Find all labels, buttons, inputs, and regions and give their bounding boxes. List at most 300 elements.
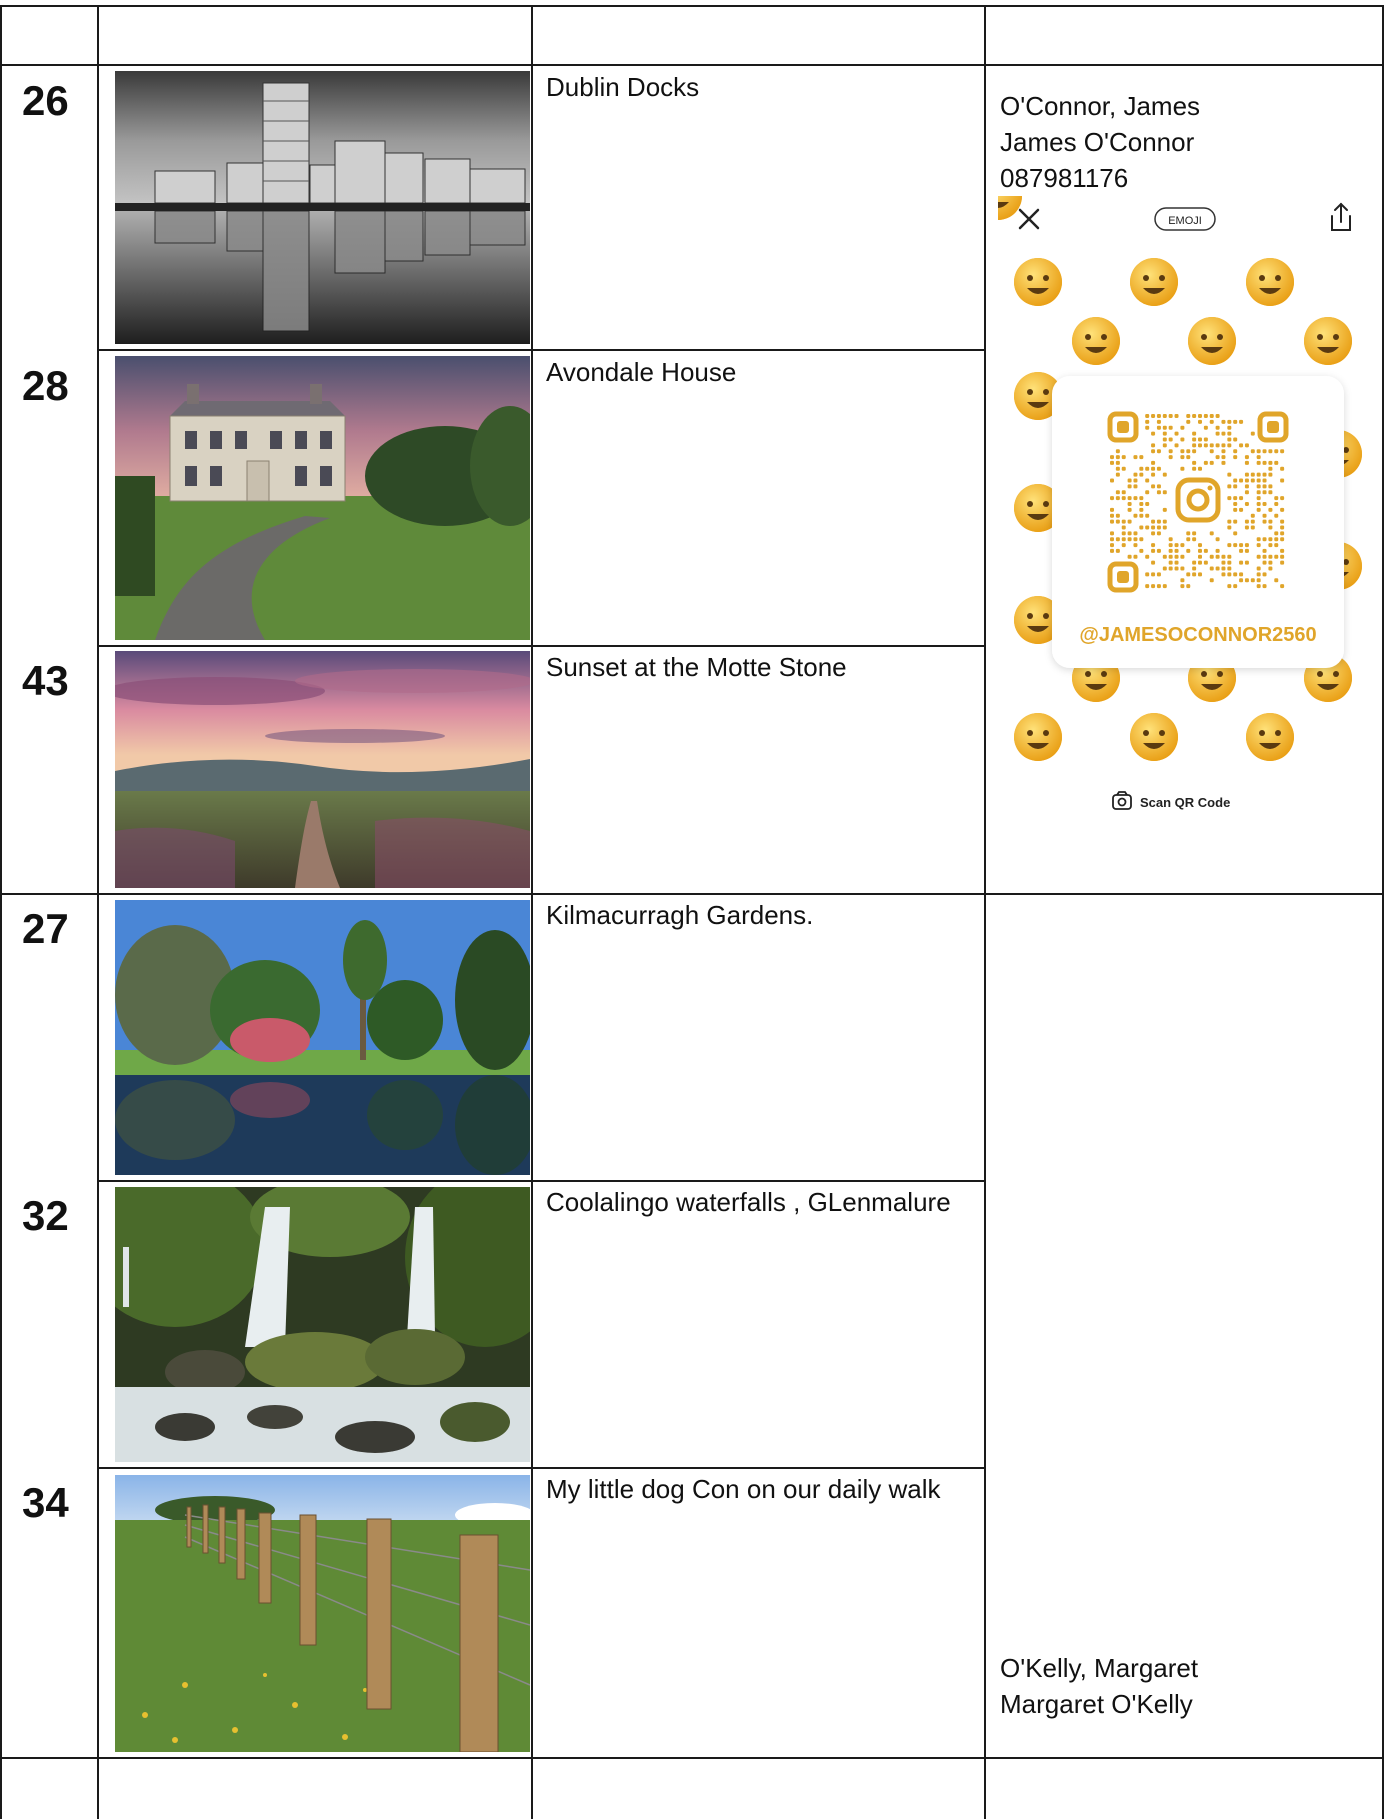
qr-module	[1233, 455, 1237, 459]
qr-module	[1110, 543, 1114, 547]
contact-surname-first: O'Connor, James	[1000, 91, 1201, 121]
qr-module	[1175, 561, 1179, 565]
qr-module	[1110, 461, 1114, 465]
qr-module	[1274, 449, 1278, 453]
qr-module	[1227, 543, 1231, 547]
qr-module	[1204, 461, 1208, 465]
qr-module	[1257, 502, 1261, 506]
qr-module	[1245, 473, 1249, 477]
qr-module	[1128, 484, 1132, 488]
qr-module	[1233, 584, 1237, 588]
table-border-right	[1382, 5, 1384, 1819]
qr-module	[1251, 514, 1255, 518]
qr-module	[1210, 567, 1214, 571]
emoji-icon	[998, 196, 1022, 220]
qr-module	[1180, 467, 1184, 471]
qr-module	[1257, 537, 1261, 541]
qr-module	[1128, 508, 1132, 512]
emoji-icon	[1246, 258, 1294, 306]
qr-module	[1216, 555, 1220, 559]
qr-module	[1151, 584, 1155, 588]
qr-module	[1221, 443, 1225, 447]
qr-module	[1251, 479, 1255, 483]
qr-module	[1239, 508, 1243, 512]
qr-module	[1133, 473, 1137, 477]
scan-qr-code-label: Scan QR Code	[1140, 795, 1231, 810]
qr-module	[1128, 531, 1132, 535]
qr-module	[1110, 537, 1114, 541]
qr-module	[1175, 414, 1179, 418]
qr-module	[1280, 508, 1284, 512]
scan-qr-code-button[interactable]	[1113, 792, 1230, 810]
qr-module	[1227, 443, 1231, 447]
qr-module	[1227, 496, 1231, 500]
qr-module	[1139, 508, 1143, 512]
qr-module	[1163, 437, 1167, 441]
qr-module	[1145, 514, 1149, 518]
qr-module	[1257, 543, 1261, 547]
entry-number: 43	[22, 657, 69, 704]
qr-module	[1263, 502, 1267, 506]
qr-module	[1210, 443, 1214, 447]
qr-module	[1227, 484, 1231, 488]
qr-module	[1133, 555, 1137, 559]
qr-module	[1239, 561, 1243, 565]
qr-module	[1110, 520, 1114, 524]
qr-module	[1227, 432, 1231, 436]
qr-module	[1268, 543, 1272, 547]
qr-module	[1280, 496, 1284, 500]
qr-module	[1227, 567, 1231, 571]
qr-module	[1145, 525, 1149, 529]
qr-module	[1221, 432, 1225, 436]
qr-module	[1110, 531, 1114, 535]
qr-module	[1216, 414, 1220, 418]
qr-module	[1204, 549, 1208, 553]
qr-module	[1263, 479, 1267, 483]
qr-module	[1163, 567, 1167, 571]
qr-module	[1157, 467, 1161, 471]
qr-module	[1245, 525, 1249, 529]
qr-module	[1192, 537, 1196, 541]
qr-module	[1233, 502, 1237, 506]
qr-module	[1157, 420, 1161, 424]
qr-module	[1221, 455, 1225, 459]
qr-module	[1122, 496, 1126, 500]
qr-module	[1198, 437, 1202, 441]
qr-module	[1139, 473, 1143, 477]
qr-module	[1263, 514, 1267, 518]
qr-module	[1192, 461, 1196, 465]
qr-module	[1233, 420, 1237, 424]
entry-title: Dublin Docks	[546, 72, 700, 102]
qr-module	[1186, 414, 1190, 418]
qr-module	[1186, 572, 1190, 576]
qr-module	[1221, 567, 1225, 571]
qr-module	[1110, 455, 1114, 459]
qr-module	[1163, 426, 1167, 430]
qr-module	[1180, 437, 1184, 441]
table-border-top	[0, 5, 1384, 7]
qr-module	[1139, 496, 1143, 500]
photo-avondale-house	[115, 356, 530, 640]
emoji-icon	[1130, 258, 1178, 306]
qr-module	[1239, 578, 1243, 582]
qr-module	[1274, 537, 1278, 541]
qr-module	[1227, 437, 1231, 441]
qr-module	[1163, 490, 1167, 494]
qr-module	[1139, 537, 1143, 541]
qr-module	[1116, 549, 1120, 553]
qr-module	[1233, 484, 1237, 488]
qr-module	[1133, 455, 1137, 459]
qr-module	[1122, 537, 1126, 541]
qr-module	[1268, 537, 1272, 541]
qr-module	[1122, 467, 1126, 471]
close-icon[interactable]	[1020, 210, 1038, 228]
row-divider	[97, 349, 984, 351]
qr-module	[1163, 443, 1167, 447]
qr-module	[1198, 549, 1202, 553]
qr-module	[1227, 572, 1231, 576]
emoji-icon	[1130, 713, 1178, 761]
qr-module	[1128, 537, 1132, 541]
qr-module	[1268, 484, 1272, 488]
qr-module	[1216, 537, 1220, 541]
qr-module	[1151, 525, 1155, 529]
qr-module	[1169, 537, 1173, 541]
qr-module	[1128, 520, 1132, 524]
qr-module	[1116, 473, 1120, 477]
qr-module	[1204, 443, 1208, 447]
header-row-divider	[0, 64, 1384, 66]
qr-module	[1186, 449, 1190, 453]
qr-module	[1210, 578, 1214, 582]
qr-module	[1145, 490, 1149, 494]
qr-module	[1192, 443, 1196, 447]
qr-module	[1263, 572, 1267, 576]
qr-module	[1263, 449, 1267, 453]
qr-module	[1257, 455, 1261, 459]
qr-module	[1157, 584, 1161, 588]
qr-module	[1175, 567, 1179, 571]
qr-module	[1227, 584, 1231, 588]
camera-icon	[1113, 792, 1131, 809]
qr-module	[1257, 508, 1261, 512]
qr-module	[1274, 543, 1278, 547]
entry-number: 28	[22, 362, 69, 409]
qr-module	[1192, 561, 1196, 565]
qr-module	[1133, 479, 1137, 483]
qr-module	[1151, 467, 1155, 471]
photo-fence-meadow	[115, 1475, 530, 1752]
qr-module	[1145, 572, 1149, 576]
qr-module	[1133, 543, 1137, 547]
qr-module	[1274, 502, 1278, 506]
qr-module	[1157, 449, 1161, 453]
qr-module	[1268, 561, 1272, 565]
qr-module	[1221, 561, 1225, 565]
qr-module	[1169, 555, 1173, 559]
qr-module	[1139, 549, 1143, 553]
column-divider	[97, 5, 99, 1819]
photo-kilmacurragh-gardens	[115, 900, 530, 1175]
qr-module	[1139, 467, 1143, 471]
qr-module	[1116, 467, 1120, 471]
qr-module	[1133, 537, 1137, 541]
qr-module	[1210, 449, 1214, 453]
qr-module	[1122, 455, 1126, 459]
qr-module	[1163, 508, 1167, 512]
qr-module	[1268, 508, 1272, 512]
qr-module	[1216, 549, 1220, 553]
qr-module	[1151, 461, 1155, 465]
qr-module	[1257, 584, 1261, 588]
qr-module	[1280, 520, 1284, 524]
qr-module	[1210, 461, 1214, 465]
qr-module	[1198, 561, 1202, 565]
qr-module	[1151, 520, 1155, 524]
qr-module	[1268, 473, 1272, 477]
qr-module	[1233, 496, 1237, 500]
qr-module	[1239, 479, 1243, 483]
row-divider	[97, 645, 984, 647]
qr-module	[1186, 584, 1190, 588]
qr-module	[1268, 461, 1272, 465]
qr-module	[1263, 473, 1267, 477]
qr-module	[1157, 520, 1161, 524]
qr-module	[1128, 479, 1132, 483]
qr-module	[1239, 549, 1243, 553]
qr-module	[1116, 461, 1120, 465]
qr-module	[1257, 479, 1261, 483]
row-divider	[0, 1757, 1384, 1759]
qr-module	[1145, 420, 1149, 424]
qr-module	[1157, 531, 1161, 535]
qr-module	[1157, 525, 1161, 529]
qr-module	[1151, 473, 1155, 477]
qr-module	[1263, 561, 1267, 565]
qr-module	[1169, 549, 1173, 553]
qr-module	[1268, 490, 1272, 494]
qr-module	[1192, 437, 1196, 441]
qr-module	[1151, 443, 1155, 447]
share-icon[interactable]	[1332, 204, 1350, 230]
qr-module	[1280, 561, 1284, 565]
qr-module	[1268, 555, 1272, 559]
qr-module	[1204, 426, 1208, 430]
qr-module	[1186, 455, 1190, 459]
qr-module	[1192, 414, 1196, 418]
qr-module	[1210, 531, 1214, 535]
qr-module	[1163, 555, 1167, 559]
qr-module	[1151, 543, 1155, 547]
qr-module	[1251, 432, 1255, 436]
qr-module	[1210, 420, 1214, 424]
qr-module	[1210, 555, 1214, 559]
qr-module	[1145, 414, 1149, 418]
qr-module	[1110, 479, 1114, 483]
qr-module	[1139, 514, 1143, 518]
emoji-icon	[1072, 317, 1120, 365]
qr-module	[1274, 555, 1278, 559]
qr-module	[1116, 490, 1120, 494]
qr-module	[1257, 461, 1261, 465]
qr-module	[1245, 520, 1249, 524]
qr-module	[1198, 420, 1202, 424]
qr-module	[1251, 578, 1255, 582]
emoji-icon	[1014, 713, 1062, 761]
qr-module	[1263, 484, 1267, 488]
qr-module	[1245, 484, 1249, 488]
qr-module	[1192, 567, 1196, 571]
emoji-mode-label: EMOJI	[1168, 215, 1202, 227]
qr-module	[1122, 531, 1126, 535]
qr-module	[1221, 461, 1225, 465]
qr-module	[1128, 496, 1132, 500]
qr-module	[1169, 543, 1173, 547]
qr-module	[1204, 414, 1208, 418]
qr-module	[1122, 520, 1126, 524]
qr-module	[1169, 414, 1173, 418]
entry-title: Kilmacurragh Gardens.	[546, 900, 814, 930]
qr-module	[1251, 473, 1255, 477]
qr-module	[1169, 455, 1173, 459]
qr-module	[1221, 449, 1225, 453]
row-divider	[97, 1467, 984, 1469]
qr-module	[1239, 572, 1243, 576]
qr-module	[1216, 426, 1220, 430]
photo-coolalingo-waterfalls	[115, 1187, 530, 1462]
qr-module	[1198, 543, 1202, 547]
contact-full-name: Margaret O'Kelly	[1000, 1689, 1193, 1719]
entry-title: Sunset at the Motte Stone	[546, 652, 847, 682]
qr-module	[1151, 549, 1155, 553]
qr-module	[1163, 525, 1167, 529]
qr-module	[1245, 443, 1249, 447]
qr-module	[1239, 443, 1243, 447]
qr-module	[1233, 572, 1237, 576]
qr-module	[1263, 461, 1267, 465]
qr-module	[1169, 437, 1173, 441]
qr-module	[1216, 455, 1220, 459]
qr-module	[1280, 549, 1284, 553]
qr-module	[1221, 420, 1225, 424]
qr-module	[1227, 555, 1231, 559]
qr-module	[1257, 449, 1261, 453]
qr-module	[1175, 555, 1179, 559]
qr-module	[1263, 490, 1267, 494]
qr-module	[1151, 561, 1155, 565]
qr-module	[1157, 572, 1161, 576]
qr-module	[1139, 525, 1143, 529]
instagram-handle: @JAMESOCONNOR2560	[1079, 624, 1317, 646]
qr-module	[1163, 520, 1167, 524]
qr-module	[1133, 514, 1137, 518]
qr-module	[1180, 449, 1184, 453]
qr-module	[1145, 479, 1149, 483]
qr-module	[1116, 520, 1120, 524]
qr-module	[1186, 537, 1190, 541]
qr-module	[1122, 543, 1126, 547]
qr-module	[1274, 531, 1278, 535]
emoji-icon	[1188, 317, 1236, 365]
qr-module	[1274, 461, 1278, 465]
qr-module	[1280, 537, 1284, 541]
qr-module	[1268, 449, 1272, 453]
qr-module	[1245, 455, 1249, 459]
qr-module	[1268, 525, 1272, 529]
qr-module	[1157, 414, 1161, 418]
qr-module	[1268, 467, 1272, 471]
qr-module	[1110, 549, 1114, 553]
qr-module	[1221, 555, 1225, 559]
contact-full-name: James O'Connor	[1000, 127, 1195, 157]
qr-module	[1192, 572, 1196, 576]
qr-module	[1151, 484, 1155, 488]
qr-module	[1251, 449, 1255, 453]
qr-module	[1175, 432, 1179, 436]
entry-number: 32	[22, 1192, 69, 1239]
entry-number: 27	[22, 905, 69, 952]
qr-module	[1116, 455, 1120, 459]
qr-module	[1227, 520, 1231, 524]
qr-module	[1239, 496, 1243, 500]
qr-module	[1257, 555, 1261, 559]
qr-module	[1175, 443, 1179, 447]
qr-module	[1128, 502, 1132, 506]
qr-module	[1251, 520, 1255, 524]
entry-title: Avondale House	[546, 357, 737, 387]
qr-module	[1186, 420, 1190, 424]
qr-module	[1116, 496, 1120, 500]
qr-module	[1263, 520, 1267, 524]
qr-module	[1198, 555, 1202, 559]
qr-module	[1274, 514, 1278, 518]
qr-module	[1233, 543, 1237, 547]
qr-module	[1133, 484, 1137, 488]
qr-module	[1128, 555, 1132, 559]
qr-module	[1268, 567, 1272, 571]
qr-module	[1280, 449, 1284, 453]
qr-module	[1204, 561, 1208, 565]
qr-module	[1110, 514, 1114, 518]
qr-module	[1116, 449, 1120, 453]
qr-module	[1169, 561, 1173, 565]
qr-module	[1233, 449, 1237, 453]
emoji-icon	[1014, 258, 1062, 306]
qr-module	[1145, 502, 1149, 506]
qr-module	[1198, 572, 1202, 576]
qr-module	[1151, 531, 1155, 535]
qr-module	[1175, 549, 1179, 553]
qr-module	[1280, 531, 1284, 535]
instagram-qr-card	[998, 196, 1370, 846]
contact-phone: 087981176	[1000, 163, 1129, 193]
qr-module	[1216, 567, 1220, 571]
qr-module	[1157, 490, 1161, 494]
qr-module	[1192, 449, 1196, 453]
qr-module	[1263, 537, 1267, 541]
qr-module	[1245, 479, 1249, 483]
qr-module	[1257, 473, 1261, 477]
qr-module	[1245, 490, 1249, 494]
qr-module	[1257, 578, 1261, 582]
qr-module	[1116, 537, 1120, 541]
qr-module	[1216, 432, 1220, 436]
qr-module	[1169, 567, 1173, 571]
qr-module	[1192, 467, 1196, 471]
